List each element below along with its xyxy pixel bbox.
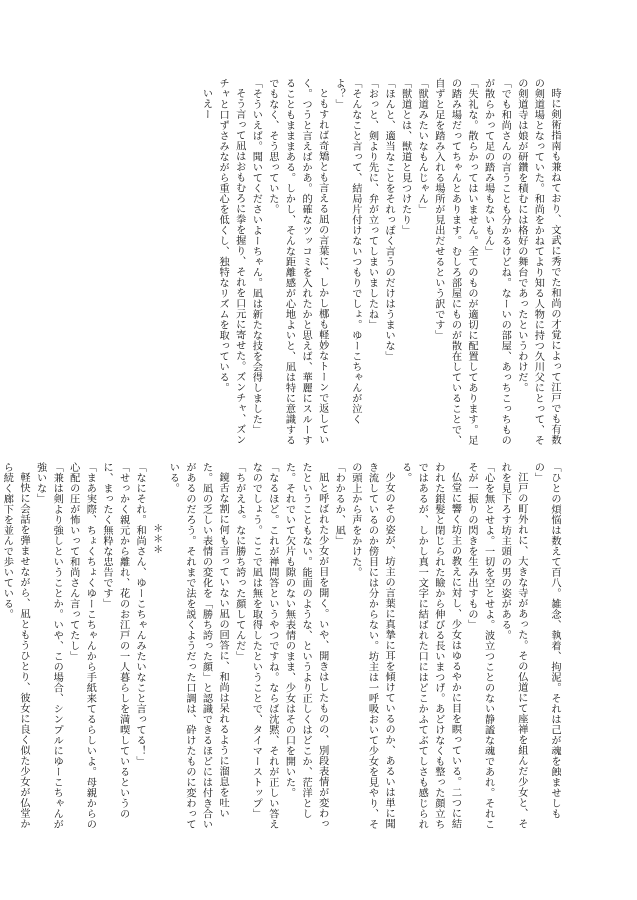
lower-paragraph: 「兼は剣より強しということか。いや、この場合、シンプルにゆーこちゃんが強いな」: [34, 462, 63, 830]
lower-paragraph: 「わかるか、凪」: [333, 462, 345, 546]
lower-paragraph: 「なるほど。これが禅問答というやつですね。ならば沈黙、それが正しい答えなのでしょう。ここで凪は無を取得したということで、タイマーストップ」: [250, 462, 278, 830]
upper-paragraph: 時に剣術指南も兼ねており、文武に秀でた和尚の才覚によって江戸でも有数の剣道場となっていた。和尚をかねてより知る人物に持つ久川父にとって、その剣道寺は娘が研鑽を積むには格好の舞台であったというわけだ。: [515, 78, 560, 446]
lower-paragraph: 江戸の町外れに、大きな寺があった。その仏道にて座禅を組んだ少女と、それを見下ろす坊主頭の男の姿がある。: [499, 462, 527, 830]
lower-paragraph: 「ちがえよ。なに勝ち誇った顔してんだ」: [233, 462, 245, 662]
lower-paragraph: 「まあ実際、ちょくちょくゆーこちゃんから手紙来てるらしいよ。母親からの心配の圧が怖いって和尚さん言ってたし」: [67, 462, 96, 830]
lower-paragraph: 「心を無とせよ。一切を空とせよ。波立つことのない静謐な魂であれ。それこそが一振りの閃きを生み出すもの」: [466, 462, 494, 830]
upper-paragraph: ともすれば奇矯とも言える凪の言葉に、しかし梛も軽妙なトーンで返していく。つうと言えばかあ。的確なツッコミを入れたかと思えば、華麗にスルーすることもまままある。しかし、そんな距離感が心地よいと、凪は特に意識するでもなく、そう思っていた。: [266, 78, 328, 446]
text-block-upper: [78, 78, 562, 446]
text-block-lower: [1, 462, 562, 834]
lower-paragraph: 少女のその姿が、坊主の言葉に真摯に耳を傾けているのか、あるいは単に聞き流しているのか傍目には分からない。坊主は一呼吸おいて少女を見やり、その頭上から声をかけた。: [349, 462, 395, 830]
upper-paragraph: 「そういえば。聞いてくださいよーちゃん。凪は新たな技を会得しました」: [250, 78, 262, 435]
upper-paragraph: いえー: [200, 88, 212, 120]
upper-paragraph: 「失礼な。散らかってはいません。全てのものが適切に配置してあります。足の踏み場だってちゃんとあります。むしろ部屋にものが散在していることで、自ずと足を踏み入れる場所が見出だせるという訳です」: [432, 78, 478, 446]
lower-paragraph: 仏堂に響く坊主の教えに対し、少女はゆるやかに目を瞑っている。二つに結われた銀髪と閉じられた瞼から伸びる長いまつげ。あどけなくも整った顔立ちではあるが、しかし真一文字に結ばれた口にはどこかふてぶてしさも感じられる。: [399, 462, 461, 830]
upper-paragraph: 「でも和尚さんの言うことも分かるけどね。なーいの部屋、あっちこっちものが散らかって足の踏み場もないもん」: [482, 78, 511, 446]
upper-paragraph: 「獣道とは、獣道と見つけたり」: [399, 78, 411, 236]
upper-paragraph: 「獣道みたいなもんじゃん」: [416, 78, 428, 215]
upper-paragraph: そう言って凪はおもむろに拳を握り、それを口元に寄せた。ズンチャ、ズンチャと口ずさみながら重心を低くし、独特なリズムを取っている。: [217, 78, 245, 446]
lower-paragraph: 鏡舌な割に何も言っていない凪の回答に、和尚は呆れるように溜息を吐いた。凪の乏しい表情の変化を「勝ち誇った顔」と認識できるほどには付き合いがあるのだろう。それまで法を説くようだった口調は、砕けたものに変わっている。: [167, 462, 229, 830]
upper-paragraph: 「ほんと、適当なことをそれっぽく言うのだけはうまいな」: [383, 78, 395, 362]
lower-paragraph: 「なにそれ。和尚さん、ゆーこちゃんみたいなこと言ってる！」: [134, 462, 146, 767]
lower-paragraph: ＊＊＊: [150, 523, 162, 555]
lower-paragraph: 「ひとの煩悩は数えて百八。雑念、執着、拘泥。それは己が魂を蝕ませしもの」: [532, 462, 560, 819]
lower-paragraph: 軽快に会話を弾ませながら、凪ともうひとり、彼女に良く似た少女が仏堂から続く廊下を並んで歩いている。: [1, 462, 29, 830]
upper-paragraph: 「そんなこと言って、結局片付けないつもりでしょ。ゆーこちゃんが泣くよ？」: [333, 78, 361, 425]
lower-paragraph: 凪と呼ばれた少女が目を開く。いや、開きはしたものの、別段表情が変わったということもない。能面のような、というより正しくはどこか、茫洋とした。それでいて欠片も隙のない無表情のまま、少女はその口を開いた。: [283, 462, 328, 830]
lower-paragraph: 「せっかく親元から離れ、花のお江戸の一人暮らしを満喫しているというのに、まったく無粋な忠告です」: [100, 462, 129, 819]
upper-paragraph: 「おっと、剣より先に、弁が立ってしまいましたね」: [366, 78, 378, 330]
